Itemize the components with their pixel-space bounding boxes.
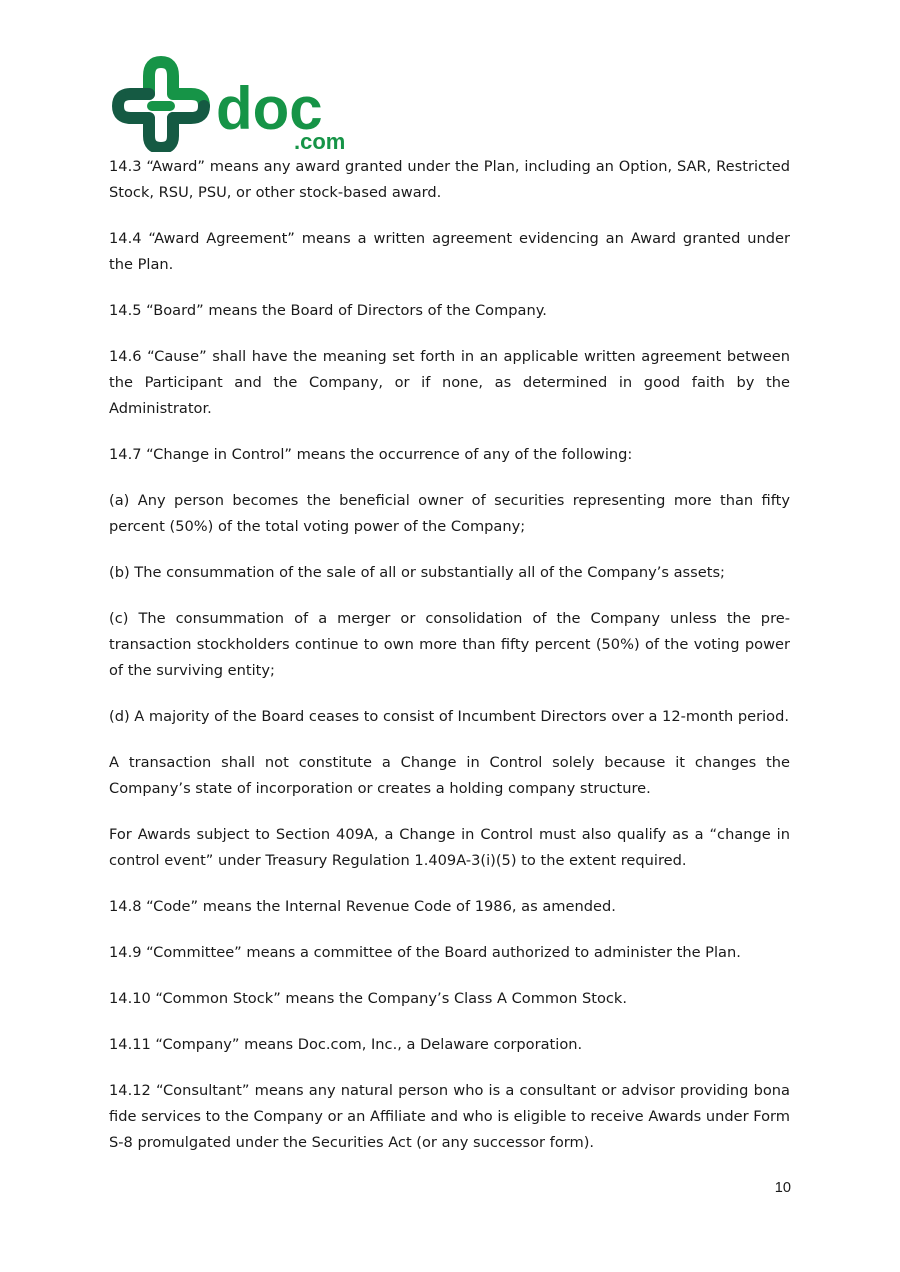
- definition-14-10: 14.10 “Common Stock” means the Company’s Class A Common Stock.: [109, 990, 627, 1007]
- definition-14-8: 14.8 “Code” means the Internal Revenue Code of 1986, as amended.: [109, 898, 616, 915]
- definition-14-7: 14.7 “Change in Control” means the occurrence of any of the following:: [109, 446, 633, 463]
- definition-14-4: 14.4 “Award Agreement” means a written agreement evidencing an Award granted under the Plan.: [109, 230, 790, 273]
- definition-14-6: 14.6 “Cause” shall have the meaning set forth in an applicable written agreement between the Participant and the Company, or if none, as determined in good faith by the Administrator.: [109, 348, 790, 417]
- clause-c: (c) The consummation of a merger or consolidation of the Company unless the pre-transaction stockholders continue to own more than fifty percent (50%) of the voting power of the surviving entity;: [109, 610, 790, 679]
- definition-14-3: 14.3 “Award” means any award granted under the Plan, including an Option, SAR, Restricted Stock, RSU, PSU, or other stock-based award.: [109, 158, 790, 201]
- clause-d: (d) A majority of the Board ceases to consist of Incumbent Directors over a 12-month period.: [109, 708, 790, 725]
- clause-a: (a) Any person becomes the beneficial owner of securities representing more than fifty percent (50%) of the total voting power of the Company;: [109, 492, 790, 535]
- definition-14-5: 14.5 “Board” means the Board of Directors of the Company.: [109, 302, 547, 319]
- definition-14-11: 14.11 “Company” means Doc.com, Inc., a Delaware corporation.: [109, 1036, 583, 1053]
- logo-word: doc: [216, 75, 323, 142]
- doc-com-logo: [112, 52, 362, 152]
- logo-cross-top: [149, 62, 204, 106]
- doc-com-logo-svg: [112, 52, 362, 152]
- section-409a-note: For Awards subject to Section 409A, a Change in Control must also qualify as a “change in control event” under Treasury Regulation 1.409A-3(i)(5) to the extent required.: [109, 826, 790, 869]
- definition-14-12: 14.12 “Consultant” means any natural person who is a consultant or advisor providing bona fide services to the Company or an Affiliate and who is eligible to receive Awards under Form S-8 promulgated under the Securities Act (or any successor form).: [109, 1082, 790, 1151]
- definition-14-9: 14.9 “Committee” means a committee of the Board authorized to administer the Plan.: [109, 944, 741, 961]
- document-body: [109, 154, 790, 1176]
- change-in-control-exclusion: A transaction shall not constitute a Change in Control solely because it changes the Company’s state of incorporation or creates a holding company structure.: [109, 754, 790, 797]
- logo-suffix: .com: [294, 129, 346, 152]
- clause-b: (b) The consummation of the sale of all or substantially all of the Company’s assets;: [109, 564, 725, 581]
- page-number: 10: [774, 1180, 791, 1196]
